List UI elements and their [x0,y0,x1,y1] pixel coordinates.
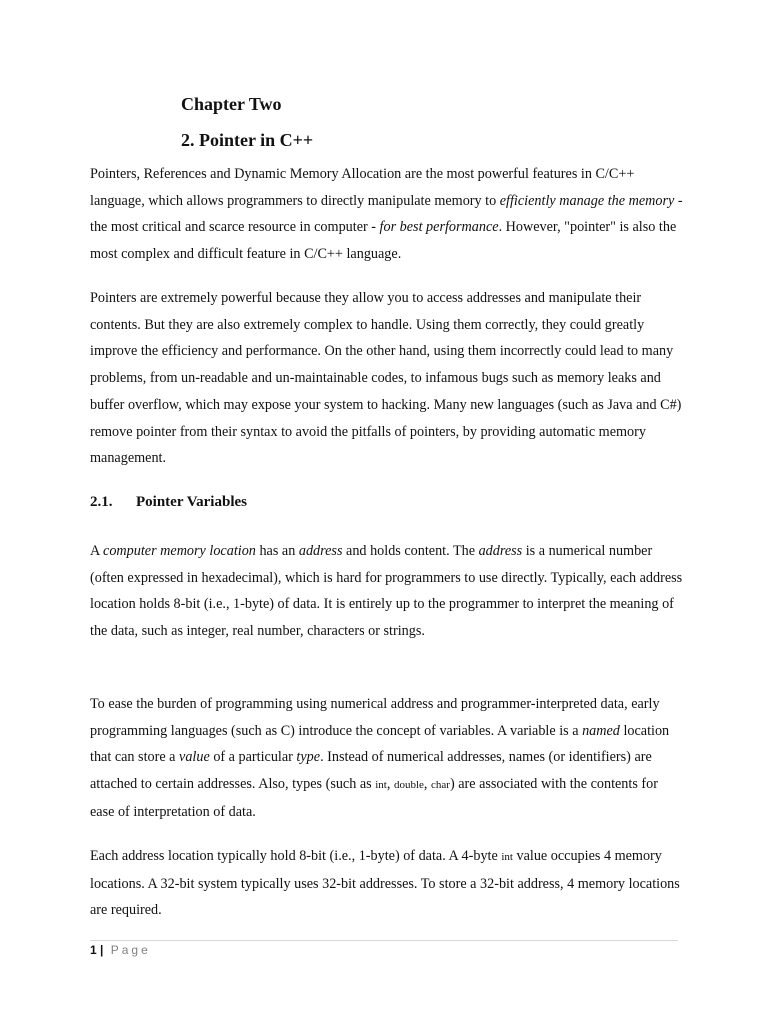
page-number: 1 [90,943,97,957]
paragraph-intro: Pointers, References and Dynamic Memory Allocation are the most powerful features in C/C++ language, which allows programmers to directly manipulate memory to efficiently manage the memory - the most critical and scarce resource in computer - for best performance. However, "pointer" is also the most complex and difficult feature in C/C++ language. [90,166,683,263]
footer-separator: | [100,943,104,957]
subsection-number: 2.1. [90,494,113,510]
page-footer [90,943,151,957]
section-title: 2. Pointer in C++ [181,130,314,150]
page-label: Page [110,943,151,957]
paragraph-variables: To ease the burden of programming using numerical address and programmer-interpreted data, early programming languages (such as C) introduce the concept of variables. A variable is a named location that can store a value of a particular type. Instead of numerical addresses, names (or identifiers) are attached to certain addresses. Also, types (such as int, double, char) are associated with the contents for ease of interpretation of data. [90,696,670,820]
paragraph-address-size: Each address location typically hold 8-bit (i.e., 1-byte) of data. A 4-byte int value occupies 4 memory locations. A 32-bit system typically uses 32-bit addresses. To store a 32-bit address, 4 memory locations are required. [90,848,680,919]
paragraph-memory-location: A computer memory location has an address and holds content. The address is a numerical number (often expressed in hexadecimal), which is hard for programmers to use directly. Typically, each address location holds 8-bit (i.e., 1-byte) of data. It is entirely up to the programmer to interpret the meaning of the data, such as integer, real number, characters or strings. [90,543,683,640]
subsection-title: Pointer Variables [136,494,247,510]
chapter-title: Chapter Two [181,94,282,114]
footer-divider [90,940,678,941]
subsection-heading [90,494,247,511]
paragraph-pointer-power: Pointers are extremely powerful because they allow you to access addresses and manipulate their contents. But they are also extremely complex to handle. Using them correctly, they could greatly improve the efficiency and performance. On the other hand, using them incorrectly could lead to many problems, from un-readable and un-maintainable codes, to infamous bugs such as memory leaks and buffer overflow, which may expose your system to hacking. Many new languages (such as Java and C#) remove pointer from their syntax to avoid the pitfalls of pointers, by providing automatic memory management. [90,290,682,467]
